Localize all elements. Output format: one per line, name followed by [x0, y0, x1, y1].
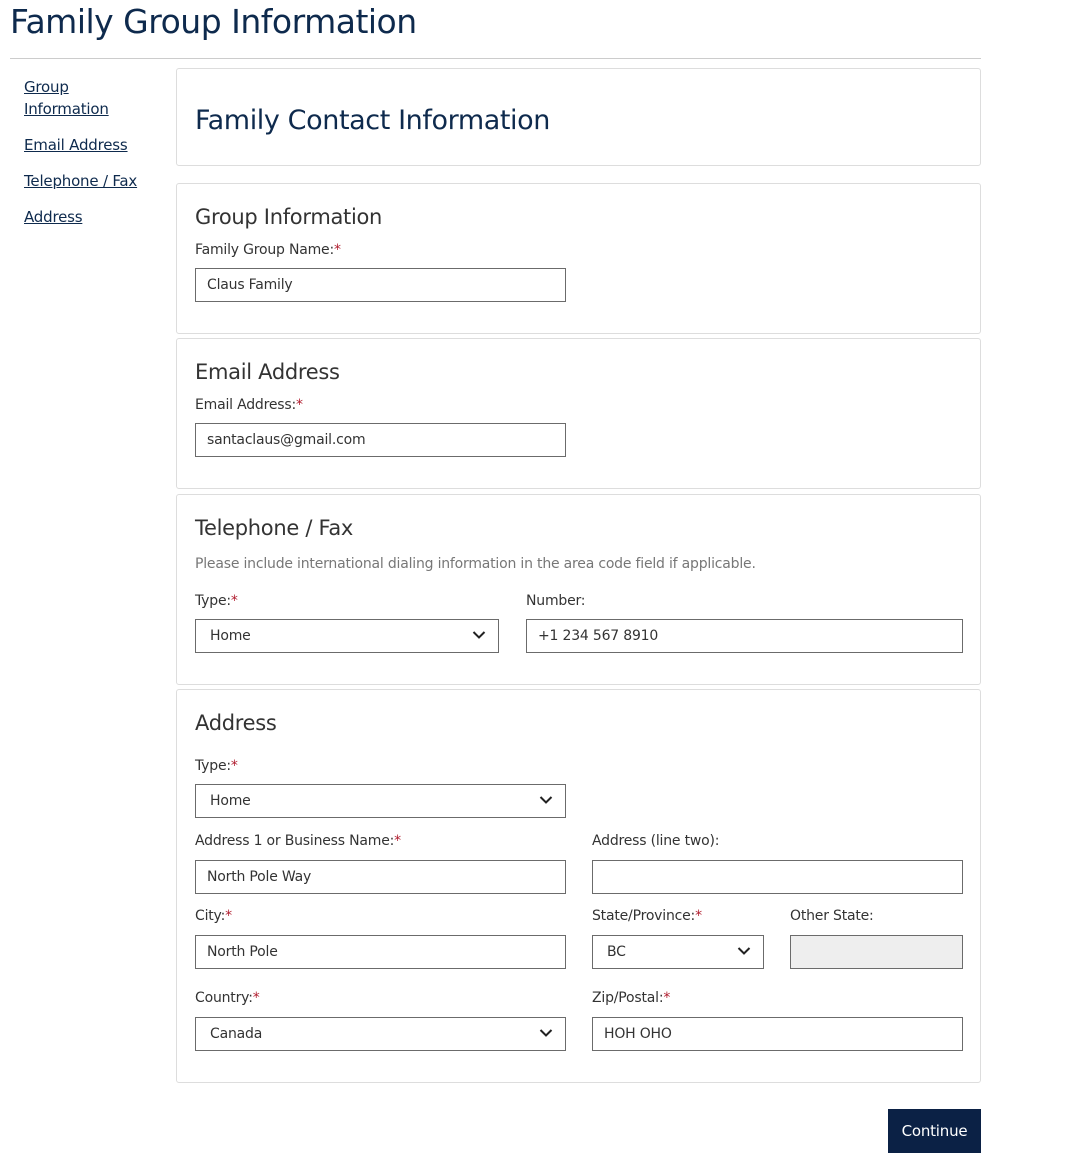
required-marker: * — [230, 593, 238, 609]
other-state-label: Other State: — [790, 908, 874, 924]
group-information-card — [176, 183, 981, 334]
required-marker: * — [663, 990, 671, 1006]
required-marker: * — [225, 908, 232, 924]
phone-number-input[interactable]: +1 234 567 8910 — [526, 619, 963, 653]
nav-link-email-address[interactable]: Email Address — [24, 136, 128, 154]
page-title: Family Group Information — [10, 2, 417, 41]
phone-type-value: Home — [210, 628, 251, 644]
zip-postal-label: Zip/Postal:* — [592, 990, 671, 1006]
phone-type-label: Type:* — [195, 593, 238, 609]
chevron-down-icon — [472, 630, 486, 640]
address-type-select[interactable] — [195, 784, 566, 818]
required-marker: * — [295, 397, 303, 413]
phone-type-select[interactable] — [195, 619, 499, 653]
nav-link-telephone-fax[interactable]: Telephone / Fax — [24, 172, 138, 190]
phone-number-label: Number: — [526, 593, 586, 609]
country-select[interactable] — [195, 1017, 566, 1051]
title-divider — [10, 58, 981, 59]
required-marker: * — [230, 758, 238, 774]
telephone-fax-card — [176, 494, 981, 685]
email-address-input[interactable]: santaclaus@gmail.com — [195, 423, 566, 457]
nav-link-group-information[interactable]: Group Information — [24, 78, 109, 118]
address1-input[interactable]: North Pole Way — [195, 860, 566, 894]
address-type-label: Type:* — [195, 758, 238, 774]
email-address-label: Email Address:* — [195, 397, 303, 413]
required-marker: * — [695, 908, 702, 924]
address2-input[interactable] — [592, 860, 963, 894]
chevron-down-icon — [737, 946, 751, 956]
family-group-name-label: Family Group Name:* — [195, 242, 341, 258]
telephone-fax-heading: Telephone / Fax — [195, 516, 354, 540]
group-information-heading: Group Information — [195, 205, 383, 229]
address-card — [176, 689, 981, 1083]
address1-label: Address 1 or Business Name:* — [195, 833, 401, 849]
continue-button[interactable]: Continue — [888, 1109, 981, 1153]
chevron-down-icon — [539, 1028, 553, 1038]
email-address-heading: Email Address — [195, 360, 340, 384]
required-marker: * — [252, 990, 260, 1006]
family-group-name-input[interactable]: Claus Family — [195, 268, 566, 302]
state-province-label: State/Province:* — [592, 908, 702, 924]
telephone-hint-text: Please include international dialing information in the area code field if applicable. — [195, 556, 756, 572]
country-label: Country:* — [195, 990, 260, 1006]
section-nav — [24, 76, 164, 242]
city-label: City:* — [195, 908, 232, 924]
address-type-value: Home — [210, 793, 251, 809]
country-value: Canada — [210, 1026, 263, 1042]
chevron-down-icon — [539, 795, 553, 805]
nav-link-address[interactable]: Address — [24, 208, 83, 226]
header-card — [176, 68, 981, 166]
section-title: Family Contact Information — [195, 105, 550, 136]
required-marker: * — [334, 242, 341, 258]
required-marker: * — [394, 833, 401, 849]
address-heading: Address — [195, 711, 277, 735]
email-address-card — [176, 338, 981, 489]
state-province-value: BC — [607, 944, 626, 960]
state-province-select[interactable] — [592, 935, 764, 969]
other-state-input — [790, 935, 963, 969]
zip-postal-input[interactable]: HOH OHO — [592, 1017, 963, 1051]
city-input[interactable]: North Pole — [195, 935, 566, 969]
address2-label: Address (line two): — [592, 833, 720, 849]
